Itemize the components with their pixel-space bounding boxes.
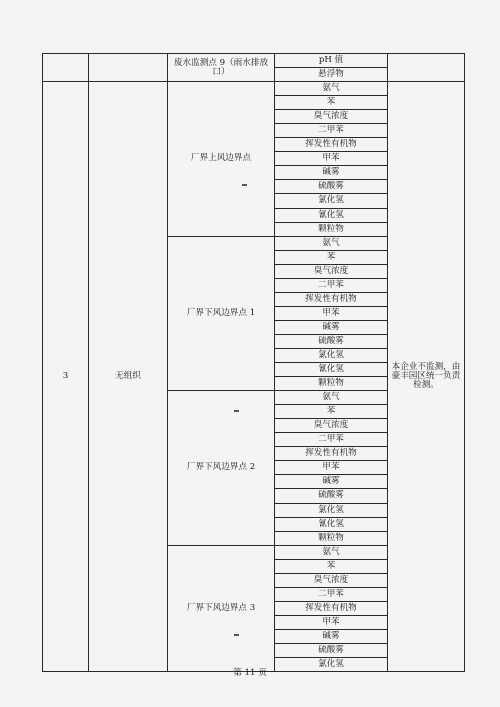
monitoring-point: 厂界下风边界点 2 — [168, 391, 275, 546]
param-cell: 氰化氢 — [275, 363, 388, 377]
param-cell: 苯 — [275, 96, 388, 110]
param-cell: 颗粒物 — [275, 377, 388, 391]
param-cell: 臭气浓度 — [275, 264, 388, 278]
param-cell: 挥发性有机物 — [275, 447, 388, 461]
param-cell: 氯化氢 — [275, 658, 388, 672]
param-cell: 甲苯 — [275, 615, 388, 629]
param-cell: 碱雾 — [275, 166, 388, 180]
item-type: 无组织 — [89, 82, 168, 672]
item-number: 3 — [43, 82, 89, 672]
param-cell: 碱雾 — [275, 320, 388, 334]
param-cell: 氨气 — [275, 391, 388, 405]
param-cell: 甲苯 — [275, 306, 388, 320]
scan-mark — [234, 634, 239, 636]
param-cell: 硫酸雾 — [275, 180, 388, 194]
param-cell: 挥发性有机物 — [275, 601, 388, 615]
param-cell: 氯化氢 — [275, 348, 388, 362]
param-cell: 悬浮物 — [275, 68, 388, 82]
param-cell: 氨气 — [275, 545, 388, 559]
scan-mark — [234, 410, 239, 412]
param-cell: 甲苯 — [275, 461, 388, 475]
param-cell: 氯化氢 — [275, 194, 388, 208]
param-cell: 臭气浓度 — [275, 419, 388, 433]
param-cell: 二甲苯 — [275, 587, 388, 601]
param-cell: 硫酸雾 — [275, 643, 388, 657]
param-cell: 苯 — [275, 250, 388, 264]
scan-mark — [242, 184, 247, 186]
param-cell: 苯 — [275, 405, 388, 419]
cell-empty-type — [89, 54, 168, 82]
param-cell: 氨气 — [275, 82, 388, 96]
param-cell: 二甲苯 — [275, 124, 388, 138]
param-cell: 臭气浓度 — [275, 573, 388, 587]
param-cell: 氰化氢 — [275, 208, 388, 222]
param-cell: 硫酸雾 — [275, 489, 388, 503]
table-row — [43, 82, 465, 96]
monitoring-table — [42, 53, 465, 672]
param-cell: 二甲苯 — [275, 433, 388, 447]
param-cell: 颗粒物 — [275, 531, 388, 545]
monitoring-table-body — [43, 54, 465, 672]
param-cell: 挥发性有机物 — [275, 292, 388, 306]
monitoring-point: 厂界上风边界点 — [168, 82, 275, 237]
monitoring-point: 厂界下风边界点 3 — [168, 545, 275, 671]
cell-empty-number — [43, 54, 89, 82]
param-cell: 苯 — [275, 559, 388, 573]
param-cell: 颗粒物 — [275, 222, 388, 236]
param-cell: 氨气 — [275, 236, 388, 250]
param-cell: 甲苯 — [275, 152, 388, 166]
param-cell: 碱雾 — [275, 629, 388, 643]
param-cell: 氰化氢 — [275, 517, 388, 531]
note-cell: 本企业不监测，由豪丰园区统一负责检测。 — [388, 82, 465, 672]
table-row — [43, 54, 465, 68]
param-cell: pH 值 — [275, 54, 388, 68]
param-cell: 臭气浓度 — [275, 110, 388, 124]
param-cell: 二甲苯 — [275, 278, 388, 292]
cell-empty-note — [388, 54, 465, 82]
param-cell: 氯化氢 — [275, 503, 388, 517]
monitoring-point: 厂界下风边界点 1 — [168, 236, 275, 391]
page-number: 第 11 页 — [233, 668, 267, 678]
wastewater-point-label: 废水监测点 9（雨水排放口） — [168, 54, 275, 82]
param-cell: 碱雾 — [275, 475, 388, 489]
param-cell: 硫酸雾 — [275, 334, 388, 348]
param-cell: 挥发性有机物 — [275, 138, 388, 152]
